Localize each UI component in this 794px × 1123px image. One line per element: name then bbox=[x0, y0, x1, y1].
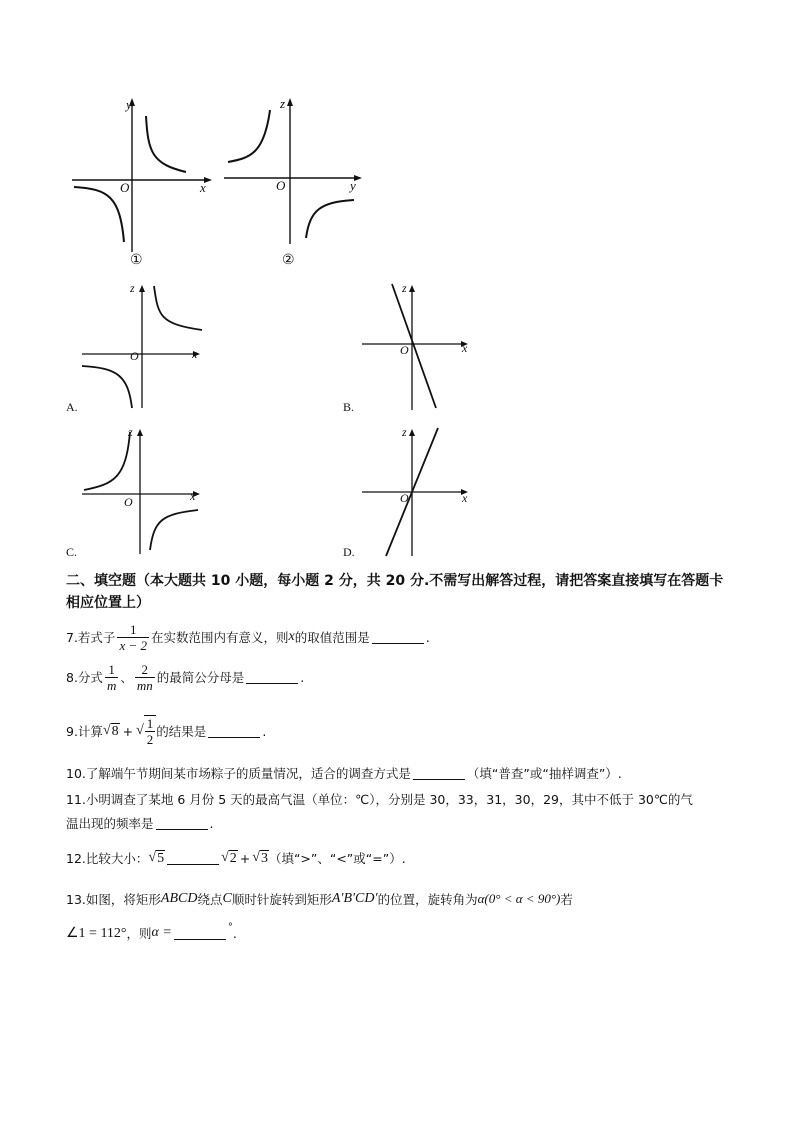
q7-end: . bbox=[425, 629, 430, 645]
question-10 bbox=[66, 763, 622, 783]
q13-rect-rotated: A′B′CD′ bbox=[331, 891, 378, 906]
figure-1 bbox=[68, 92, 218, 267]
question-11-line-1 bbox=[66, 789, 693, 809]
q8-prefix: 8.分式 bbox=[66, 670, 103, 685]
q7-suffix: 的取值范围是 bbox=[294, 630, 370, 645]
option-c-letter: C. bbox=[66, 545, 78, 559]
q7-middle-text: 在实数范围内有意义，则 bbox=[150, 630, 289, 645]
option-c-z-label: z bbox=[128, 425, 133, 439]
fig1-origin-label: O bbox=[120, 180, 130, 195]
option-a-letter: A. bbox=[66, 400, 78, 414]
q9-sqrt-8: √ 8 bbox=[102, 723, 119, 739]
option-c-graph bbox=[78, 424, 208, 556]
option-b-x-label: x bbox=[462, 341, 468, 355]
q8-end: . bbox=[300, 669, 305, 685]
q12-sqrt-3: √ 3 bbox=[252, 850, 268, 866]
q9-sqrt-8-radicand: 8 bbox=[111, 724, 119, 739]
q9-half-numerator: 1 bbox=[146, 716, 154, 731]
q7-answer-blank[interactable] bbox=[372, 631, 424, 644]
option-c-x-label: x bbox=[190, 489, 196, 503]
q13-end: . bbox=[232, 925, 237, 941]
question-11-line-2 bbox=[66, 813, 214, 833]
q13-line-1c: 顺时针旋转到矩形 bbox=[231, 892, 332, 907]
q12-sqrt-3-radicand: 3 bbox=[260, 851, 268, 866]
q13-point-c: C bbox=[222, 891, 232, 906]
question-13-line-2 bbox=[66, 922, 237, 944]
fig2-origin-label: O bbox=[276, 178, 286, 193]
q9-prefix: 9.计算 bbox=[66, 724, 103, 739]
q13-degree-mark: ° bbox=[227, 921, 233, 933]
q8-fraction-2-denominator: mn bbox=[136, 677, 153, 693]
q13-angle-1: ∠1 = 112° bbox=[66, 925, 127, 941]
question-7 bbox=[66, 620, 430, 654]
q13-answer-blank[interactable] bbox=[174, 927, 226, 940]
q13-line-1b: 绕点 bbox=[197, 892, 223, 907]
q12-suffix: （填“>”、“<”或“=”）. bbox=[268, 851, 406, 866]
q8-fraction-1 bbox=[105, 662, 118, 693]
q9-plus: + bbox=[122, 723, 134, 739]
q11-answer-blank[interactable] bbox=[156, 817, 208, 830]
q8-fraction-1-denominator: m bbox=[106, 677, 117, 693]
option-d-x-label: x bbox=[462, 491, 468, 505]
q13-line-1e: 若 bbox=[560, 892, 573, 907]
q12-sqrt-5-radicand: 5 bbox=[157, 851, 165, 866]
q9-end: . bbox=[262, 723, 267, 739]
option-a-x-label: x bbox=[192, 347, 198, 361]
q9-half-denominator: 2 bbox=[146, 732, 154, 747]
q9-suffix: 的结果是 bbox=[156, 724, 207, 739]
q7-variable: x bbox=[288, 629, 295, 644]
fig1-number-label: ① bbox=[130, 253, 143, 267]
option-d-z-label: z bbox=[402, 425, 407, 439]
fig2-y-axis-label: y bbox=[350, 178, 356, 193]
option-a-z-label: z bbox=[130, 281, 135, 295]
q8-fraction-2-numerator: 2 bbox=[141, 661, 149, 677]
q13-rect-abcd: ABCD bbox=[160, 891, 198, 906]
figure-2 bbox=[220, 92, 370, 267]
option-b-letter: B. bbox=[343, 400, 355, 414]
option-d-origin-label: O bbox=[400, 491, 409, 505]
option-a-graph bbox=[78, 280, 208, 410]
q7-fraction-denominator: x − 2 bbox=[119, 637, 147, 653]
q8-fraction-2 bbox=[135, 662, 155, 693]
option-d-letter: D. bbox=[343, 545, 355, 559]
q10-answer-blank[interactable] bbox=[413, 767, 465, 780]
question-9 bbox=[66, 712, 266, 750]
q8-answer-blank[interactable] bbox=[246, 671, 298, 684]
fig2-z-axis-label: z bbox=[280, 96, 286, 111]
question-8 bbox=[66, 660, 304, 694]
q13-alpha-eq: α = bbox=[151, 925, 172, 940]
q9-sqrt-half: √ $\frac{1}{2}$ bbox=[136, 715, 156, 747]
option-d-graph bbox=[358, 424, 478, 558]
option-b-graph bbox=[358, 280, 478, 412]
q7-fraction bbox=[117, 622, 149, 653]
q13-line-1a: 13.如图，将矩形 bbox=[66, 892, 161, 907]
option-a-origin-label: O bbox=[130, 349, 139, 363]
q11-end: . bbox=[209, 815, 214, 831]
q9-answer-blank[interactable] bbox=[208, 725, 260, 738]
q7-fraction-numerator: 1 bbox=[129, 621, 137, 637]
q7-prefix: 7.若式子 bbox=[66, 630, 116, 645]
question-13-line-1 bbox=[66, 888, 573, 910]
question-12 bbox=[66, 846, 406, 870]
q12-sqrt-2-radicand: 2 bbox=[229, 851, 237, 866]
q10-suffix: （填“普查”或“抽样调查”）. bbox=[466, 766, 622, 781]
q12-sqrt-2: √ 2 bbox=[221, 850, 237, 866]
q8-fraction-1-numerator: 1 bbox=[108, 661, 115, 677]
q12-sqrt-5: √ 5 bbox=[148, 850, 165, 866]
q11-line-1: 11.小明调查了某地 6 月份 5 天的最高气温（单位：℃），分别是 30，33，31，30，29，其中不低于 30℃的气 bbox=[66, 792, 693, 807]
q12-plus: + bbox=[239, 850, 251, 866]
q13-alpha-range: α(0° < α < 90°) bbox=[477, 891, 561, 906]
q12-prefix: 12.比较大小： bbox=[66, 851, 149, 866]
q10-prefix: 10.了解端午节期间某市场粽子的质量情况，适合的调查方式是 bbox=[66, 766, 411, 781]
fig1-x-axis-label: x bbox=[200, 180, 206, 195]
q8-separator: 、 bbox=[120, 670, 133, 685]
q12-answer-blank[interactable] bbox=[167, 852, 219, 865]
section-2-heading: 二、填空题（本大题共 10 小题，每小题 2 分，共 20 分.不需写出解答过程，请把答案直接填写在答题卡相应位置上） bbox=[66, 573, 724, 611]
q13-line-2b: ，则 bbox=[126, 926, 152, 941]
q11-line-2: 温出现的频率是 bbox=[66, 816, 154, 831]
q13-line-1d: 的位置，旋转角为 bbox=[377, 892, 478, 907]
q8-suffix: 的最简公分母是 bbox=[156, 670, 245, 685]
fig1-y-axis-label: y bbox=[126, 97, 132, 112]
option-b-z-label: z bbox=[402, 281, 407, 295]
option-c-origin-label: O bbox=[124, 495, 133, 509]
fig2-number-label: ② bbox=[282, 253, 295, 267]
option-b-origin-label: O bbox=[400, 343, 409, 357]
